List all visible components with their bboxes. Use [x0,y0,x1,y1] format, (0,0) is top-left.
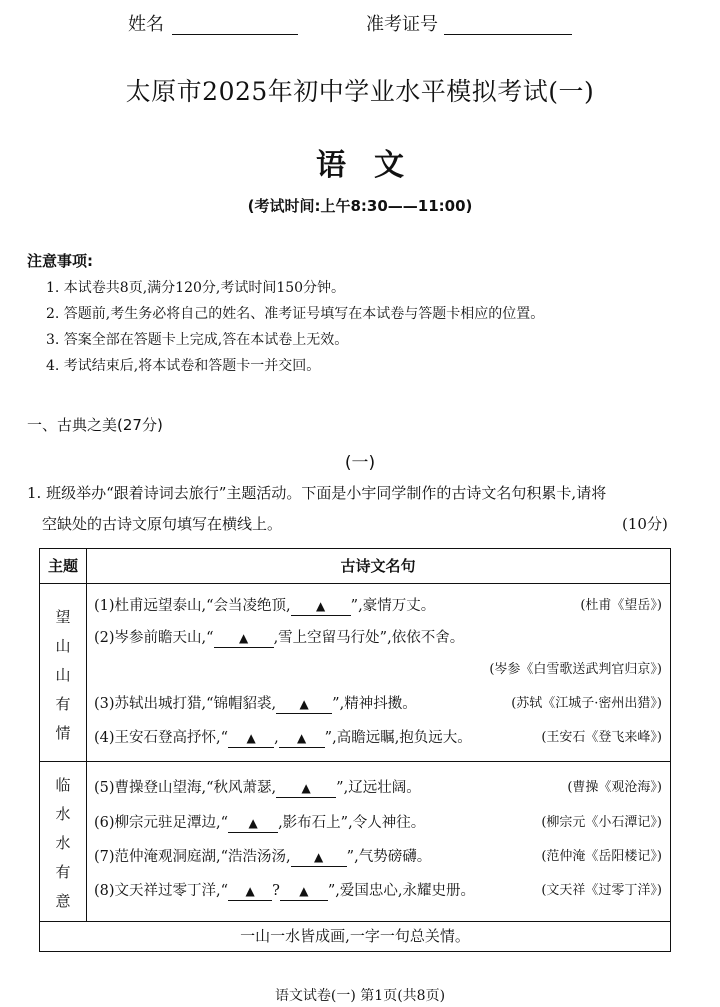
page-footer: 语文试卷(一) 第1页(共8页) [274,988,446,1004]
poem-source: (王安石《登飞来峰》) [541,730,662,745]
notice-item: 2. 答题前,考生务必将自己的姓名、准考证号填写在本试卷与答题卡相应的位置。 [46,306,545,322]
notice-item: 3. 答案全部在答题卡上完成,答在本试卷上无效。 [46,332,349,348]
table-divider [40,761,670,762]
poem-source: (杜甫《望岳》) [580,598,662,613]
notice-title: 注意事项: [27,252,93,270]
answer-blank[interactable]: ▲ [228,882,272,901]
answer-blank[interactable]: ▲ [291,848,347,867]
table-header-theme: 主题 [47,557,78,575]
poem-source: (苏轼《江城子·密州出猎》) [511,696,662,711]
section-title: 一、古典之美(27分) [27,416,163,434]
poem-table [39,548,671,952]
poem-source: (文天祥《过零丁洋》) [541,883,662,898]
table-divider [40,583,670,584]
question-text-line1: 1. 班级举办“跟着诗词去旅行”主题活动。下面是小宇同学制作的古诗文名句积累卡,请将 [27,484,607,502]
poem-source: (曹操《观沧海》) [567,780,662,795]
table-header-poem: 古诗文名句 [340,557,416,575]
name-blank-line [172,12,298,35]
poem-source: (柳宗元《小石潭记》) [541,815,662,830]
poem-row: (3)苏轼出城打猎,“锦帽貂裘, ▲ ”,精神抖擞。 (苏轼《江城子·密州出猎》) [94,691,662,717]
notice-item: 1. 本试卷共8页,满分120分,考试时间150分钟。 [46,280,346,296]
poem-row: (8)文天祥过零丁洋,“ ▲ ? ▲ ”,爱国忠心,永耀史册。 (文天祥《过零丁洋》) [94,878,662,904]
poem-row: (6)柳宗元驻足潭边,“ ▲ ,影布石上”,令人神往。 (柳宗元《小石潭记》) [94,810,662,836]
poem-row: (4)王安石登高抒怀,“ ▲ , ▲ ”,高瞻远瞩,抱负远大。 (王安石《登飞来峰》) [94,725,662,751]
question-text-line2: 空缺处的古诗文原句填写在横线上。 [42,515,283,533]
answer-blank[interactable]: ▲ [280,882,328,901]
notice-item: 4. 考试结束后,将本试卷和答题卡一并交回。 [46,358,321,374]
poem-row: (2)岑参前瞻天山,“ ▲ ,雪上空留马行处”,依依不舍。 [94,630,465,646]
candidate-info-row [0,10,720,38]
part-title: (一) [344,453,376,473]
answer-blank[interactable]: ▲ [228,814,278,833]
answer-blank[interactable]: ▲ [279,729,325,748]
answer-blank[interactable]: ▲ [276,779,336,798]
table-footer-motto: 一山一水皆成画,一字一句总关情。 [240,927,470,945]
answer-blank[interactable]: ▲ [228,729,274,748]
exam-title: 太原市2025年初中学业水平模拟考试(一) [125,77,595,106]
answer-blank[interactable]: ▲ [276,695,332,714]
table-column-divider [86,549,87,921]
poem-source: (岑参《白雪歌送武判官归京》) [489,662,662,677]
theme-water: 临 水 水 有 意 [55,776,71,910]
poem-row: (5)曹操登山望海,“秋风萧瑟, ▲ ”,辽远壮阔。 (曹操《观沧海》) [94,775,662,801]
exam-time: (考试时间:上午8:30——11:00) [247,197,473,215]
poem-row: (7)范仲淹观洞庭湖,“浩浩汤汤, ▲ ”,气势磅礴。 (范仲淹《岳阳楼记》) [94,844,662,870]
notice-list [46,275,544,379]
poem-row: (1)杜甫远望泰山,“会当凌绝顶, ▲ ”,豪情万丈。 (杜甫《望岳》) [94,593,662,619]
subject-title: 语文 [316,148,432,183]
answer-blank[interactable]: ▲ [291,597,351,616]
exam-number-blank-line [444,12,572,35]
answer-blank[interactable]: ▲ [214,629,274,648]
question-score: (10分) [622,515,668,533]
exam-number-label: 准考证号 [366,14,438,35]
poem-source: (范仲淹《岳阳楼记》) [541,849,662,864]
name-label: 姓名 [128,14,164,35]
theme-mountain: 望 山 山 有 情 [55,608,71,742]
